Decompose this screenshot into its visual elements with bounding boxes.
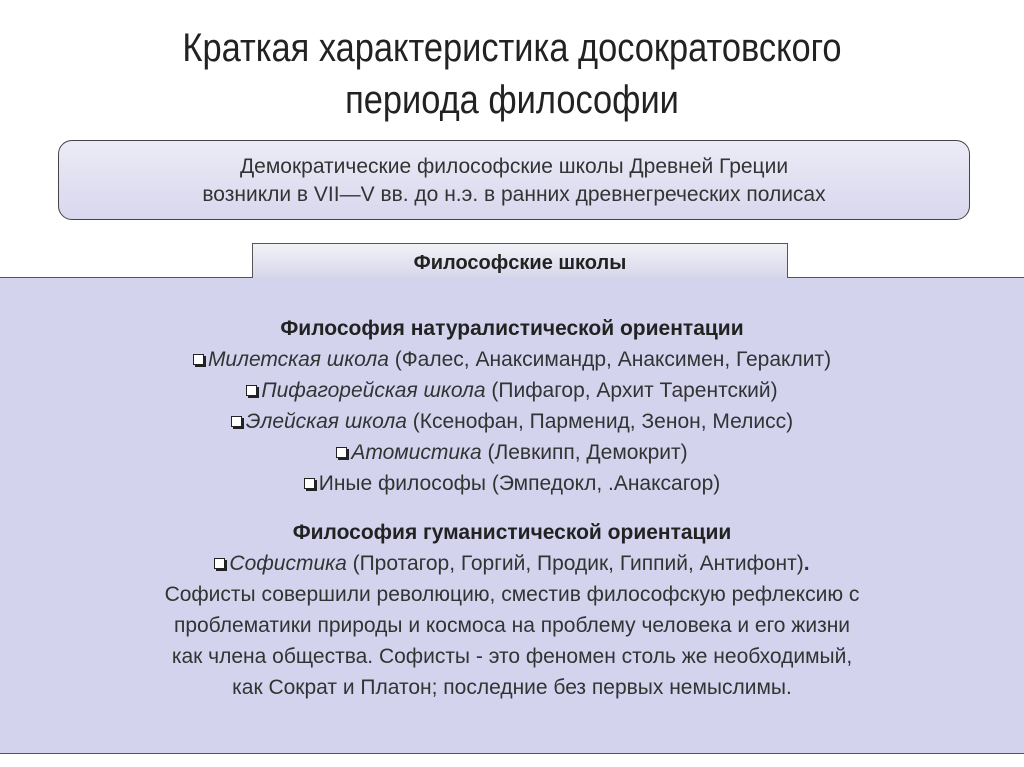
list-item <box>0 406 1024 437</box>
checkbox-bullet-icon <box>231 416 242 427</box>
checkbox-bullet-icon <box>336 447 347 458</box>
title-line-1: Краткая характеристика досократовского <box>182 26 842 70</box>
paragraph-line: проблематики природы и космоса на проблему человека и его жизни <box>173 614 851 637</box>
school-members: (Левкипп, Демокрит) <box>481 441 688 464</box>
school-name: Софистика <box>229 552 347 575</box>
checkbox-bullet-icon <box>193 354 204 365</box>
intro-line-1: Демократические философские школы Древней Греции <box>239 155 789 178</box>
school-name: Пифагорейская школа <box>261 379 486 402</box>
school-name: Атомистика <box>351 441 482 464</box>
school-members: (Пифагор, Архит Тарентский) <box>485 379 778 402</box>
intro-line-2: возникли в VII—V вв. до н.э. в ранних древнегреческих полисах <box>202 183 826 206</box>
checkbox-bullet-icon <box>246 385 257 396</box>
school-members: (Ксенофан, Парменид, Зенон, Мелисс) <box>406 410 794 433</box>
school-name: Элейская школа <box>245 410 407 433</box>
school-members: (Фалес, Анаксимандр, Анаксимен, Гераклит) <box>388 348 832 371</box>
list-item <box>0 344 1024 375</box>
list-item <box>0 548 1024 579</box>
intro-box <box>58 140 970 220</box>
item-end: . <box>803 552 810 575</box>
slide-title <box>72 22 953 126</box>
paragraph-line: как члена общества. Софисты - это феномен столь же необходимый, <box>171 645 853 668</box>
schools-header: Философские школы <box>252 243 788 278</box>
school-members: Иные философы (Эмпедокл, .Анаксагор) <box>318 472 721 495</box>
humanistic-heading: Философия гуманистической ориентации <box>292 521 732 544</box>
school-members: (Протагор, Горгий, Продик, Гиппий, Антифонт) <box>346 552 804 575</box>
list-item <box>0 375 1024 406</box>
paragraph-line: как Сократ и Платон; последние без первых немыслимы. <box>232 676 792 699</box>
naturalistic-heading: Философия натуралистической ориентации <box>280 317 744 340</box>
checkbox-bullet-icon <box>214 558 225 569</box>
school-name: Милетская школа <box>207 348 389 371</box>
list-item <box>0 468 1024 499</box>
title-line-2: периода философии <box>345 78 679 122</box>
paragraph-line: Софисты совершили революцию, сместив философскую рефлексию с <box>164 583 860 606</box>
list-item <box>0 437 1024 468</box>
checkbox-bullet-icon <box>304 478 315 489</box>
schools-content <box>0 313 1024 703</box>
